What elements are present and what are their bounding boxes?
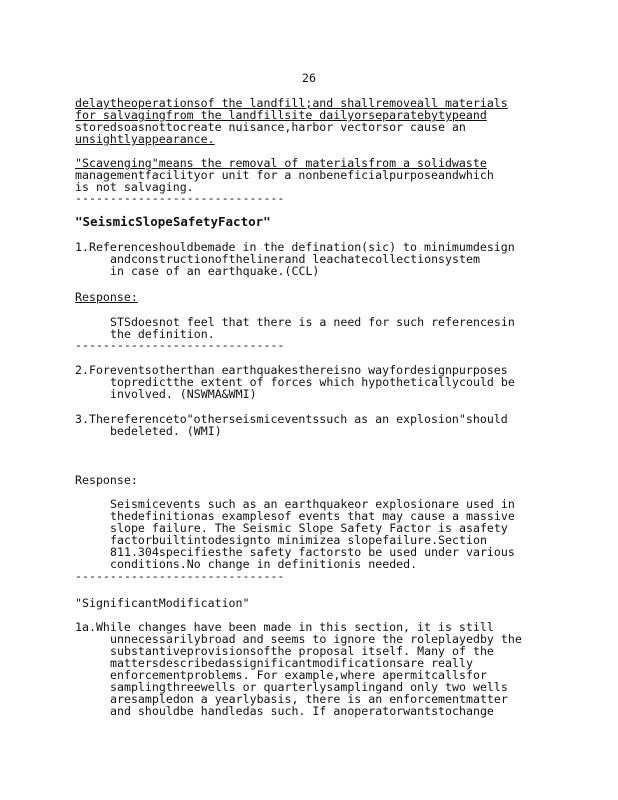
separator-1: ------------------------------: [75, 191, 285, 205]
response2-line-1: Seismicevents such as an earthquakeor explosionare used in: [110, 497, 515, 511]
item1a-line-2: unnecessarilybroad and seems to ignore the roleplayedby the: [110, 632, 522, 646]
item1a-line-8: and shouldbe handledas such. If anoperatorwantstochange: [110, 704, 494, 718]
item2-line-2: topredictthe extent of forces which hypotheticallycould be: [110, 375, 515, 389]
item1-line-1: 1.Referenceshouldbemade in the defination(sic) to minimumdesign: [75, 240, 515, 254]
response-label-1: Response:: [75, 290, 138, 304]
item3-line-1: 3.Thereferenceto"otherseismiceventssuch as an explosion"should: [75, 412, 508, 426]
item3-line-2: bedeleted. (WMI): [110, 424, 222, 438]
heading-seismic-slope-safety-factor: "SeismicSlopeSafetyFactor": [75, 214, 271, 229]
para1-line-1: delaytheoperationsof the landfill;and shallremoveall materials: [75, 96, 508, 110]
response2-line-5: 811.304specifiesthe safety factorsto be used under various: [110, 545, 515, 559]
item1a-line-5: enforcementproblems. For example,where apermitcallsfor: [110, 668, 487, 682]
item1a-line-6: samplingthreewells or quarterlysamplingand only two wells: [110, 680, 508, 694]
response2-line-4: factorbuiltintodesignto minimizea slopefailure.Section: [110, 533, 487, 547]
page-number: 26: [302, 71, 316, 85]
item2-line-1: 2.Foreventsotherthan earthquakesthereisno wayfordesignpurposes: [75, 363, 508, 377]
para1-line-4: unsightlyappearance.: [75, 132, 215, 146]
para1-line-2: for salvagingfrom the landfillsite dailyorseparatebytypeand: [75, 108, 487, 122]
item1a-line-3: substantiveprovisionsofthe proposal itself. Many of the: [110, 644, 494, 658]
para1-line-3: storedsoasnottocreate nuisance,harbor vectorsor cause an: [75, 120, 466, 134]
response2-line-2: thedefinitionas examplesof events that may cause a massive: [110, 509, 515, 523]
item1a-line-4: mattersdescribedassignificantmodificationsare really: [110, 656, 473, 670]
separator-2: ------------------------------: [75, 338, 285, 352]
item1-line-2: andconstructionofthelinerand leachatecollectionsystem: [110, 252, 480, 266]
item2-line-3: involved. (NSWMA&WMI): [110, 387, 257, 401]
para2-line-2: managementfacilityor unit for a nonbeneficialpurposeandwhich: [75, 168, 494, 182]
heading-significant-modification: "SignificantModification": [75, 596, 250, 610]
response-label-2: Response:: [75, 473, 138, 487]
item1-line-3: in case of an earthquake.(CCL): [110, 264, 320, 278]
separator-3: ------------------------------: [75, 569, 285, 583]
response1-line-1: STSdoesnot feel that there is a need for such referencesin: [110, 315, 515, 329]
response1-line-2: the definition.: [110, 327, 215, 341]
item1a-line-7: aresampledon a yearlybasis, there is an enforcementmatter: [110, 692, 508, 706]
response2-line-6: conditions.No change in definitionis needed.: [110, 557, 418, 571]
para2-line-3: is not salvaging.: [75, 180, 194, 194]
response2-line-3: slope failure. The Seismic Slope Safety Factor is asafety: [110, 521, 508, 535]
item1a-line-1: 1a.While changes have been made in this section, it is still: [75, 620, 494, 634]
para2-line-1: "Scavenging"means the removal of materialsfrom a solidwaste: [75, 156, 487, 170]
